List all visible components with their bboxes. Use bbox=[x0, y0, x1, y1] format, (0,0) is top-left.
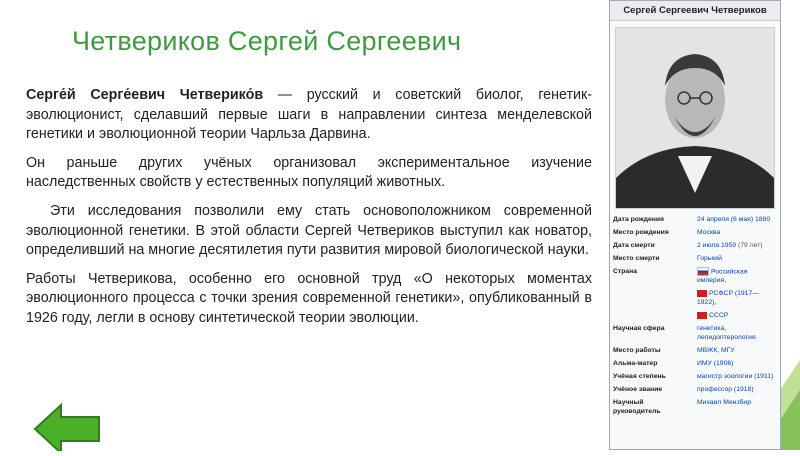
infobox-title: Сергей Сергеевич Четвериков bbox=[610, 1, 780, 21]
paragraph-4: Работы Четверикова, особенно его основной труд «О некоторых моментах эволюционного процесса с точки зрения современной генетики», опубликованный в 1926 году, легли в основу синтетической теории эволюции. bbox=[26, 270, 592, 326]
death-date[interactable] bbox=[694, 239, 780, 252]
country-list bbox=[694, 265, 780, 322]
left-arrow-icon bbox=[33, 403, 101, 451]
infobox-row bbox=[610, 357, 780, 370]
title-link[interactable]: профессор (1918) bbox=[697, 386, 754, 394]
row-label: Научный руководитель bbox=[613, 399, 661, 416]
country-link[interactable]: СССР bbox=[709, 312, 729, 320]
name-lead: Серге́й Серге́евич Четверико́в bbox=[26, 87, 264, 103]
row-label: Место смерти bbox=[613, 255, 660, 262]
back-arrow-button[interactable] bbox=[33, 403, 101, 451]
rsfsr-flag-icon bbox=[697, 290, 707, 297]
workplace-links[interactable]: МВЖК, МГУ bbox=[697, 347, 735, 355]
row-label: Дата смерти bbox=[613, 242, 655, 249]
row-label: Место рождения bbox=[613, 229, 669, 236]
infobox-row bbox=[610, 239, 780, 252]
death-date-link[interactable]: 2 июля 1959 bbox=[697, 242, 737, 249]
biography-text bbox=[26, 86, 592, 338]
paragraph-3: Эти исследования позволили ему стать основоположником современной эволюционной генетики. В этой области Сергей Четвериков выступил как новатор, определивший на многие десятилетия пути развития мировой биологической науки. bbox=[26, 202, 592, 259]
infobox-row bbox=[610, 396, 780, 418]
paragraph-2: Он раньше других учёных организовал экспериментальное изучение наследственных свойств у естественных популяций животных. bbox=[26, 154, 592, 191]
portrait-photo bbox=[615, 27, 775, 209]
infobox-row bbox=[610, 344, 780, 357]
row-label: Учёное звание bbox=[613, 386, 663, 394]
birth-date-link[interactable]: 24 апреля (6 мая) 1880 bbox=[697, 216, 771, 223]
alma-mater-link[interactable]: ИМУ (1906) bbox=[697, 360, 734, 368]
country-link[interactable]: Российская империя, bbox=[697, 268, 748, 285]
slide-title: Четвериков Сергей Сергеевич bbox=[72, 26, 462, 56]
paragraph-1-text: — русский и советский биолог, генетик-эволюционист, сделавший первые шаги в направлении синтеза менделевской генетики и эволюционной теории Чарльза Дарвина. bbox=[26, 87, 593, 143]
infobox-row bbox=[610, 322, 780, 344]
age-note: (79 лет) bbox=[736, 242, 763, 249]
death-place-link[interactable]: Горький bbox=[697, 255, 722, 262]
alma-mater-label-link[interactable]: Альма-матер bbox=[613, 360, 658, 368]
row-label: Научная сфера bbox=[613, 325, 665, 333]
infobox-row bbox=[610, 213, 780, 226]
row-label: Дата рождения bbox=[613, 216, 664, 223]
country-link[interactable]: РСФСР (1917—1922), bbox=[697, 290, 760, 307]
row-label: Учёная степень bbox=[613, 373, 666, 381]
infobox-table bbox=[610, 213, 780, 418]
infobox-row bbox=[610, 252, 780, 265]
russian-empire-flag-icon bbox=[697, 267, 709, 276]
infobox-row bbox=[610, 383, 780, 396]
row-label: Место работы bbox=[613, 347, 661, 355]
row-label: Страна bbox=[613, 268, 638, 275]
infobox-row bbox=[610, 370, 780, 383]
advisor-link[interactable]: Михаил Мензбир bbox=[697, 399, 751, 407]
degree-link[interactable]: магистр зоологии (1911) bbox=[697, 373, 774, 381]
wikipedia-infobox bbox=[609, 0, 781, 450]
infobox-row bbox=[610, 265, 780, 322]
ussr-flag-icon bbox=[697, 312, 707, 319]
science-field-links[interactable]: генетика, лепидоптерология bbox=[697, 325, 756, 342]
birth-place-link[interactable]: Москва bbox=[697, 229, 721, 236]
paragraph-1 bbox=[26, 86, 592, 145]
infobox-row bbox=[610, 226, 780, 239]
